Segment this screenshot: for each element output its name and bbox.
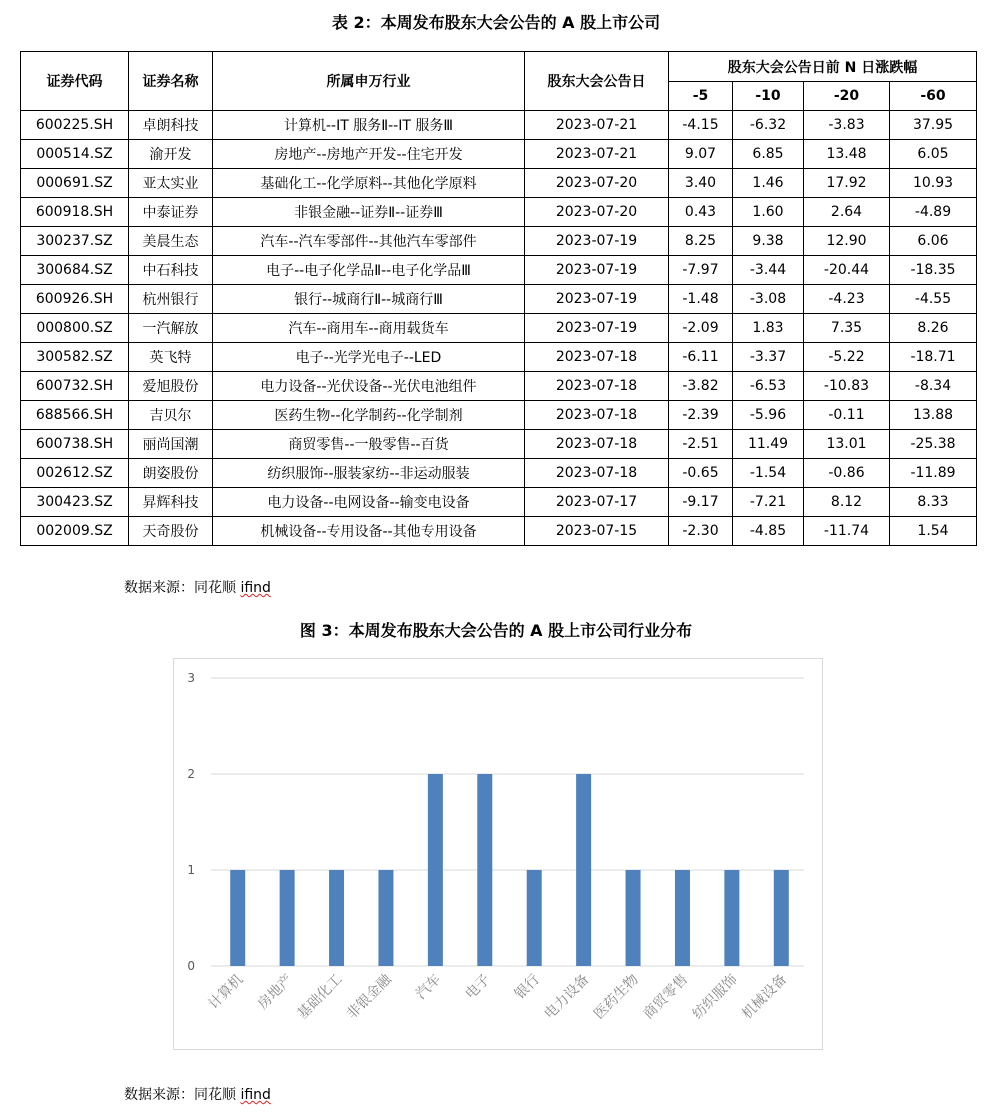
cell-c5: -2.51 — [669, 430, 733, 459]
cell-industry: 商贸零售--一般零售--百货 — [213, 430, 525, 459]
cell-c10: -5.96 — [733, 401, 804, 430]
cell-code: 300237.SZ — [21, 227, 129, 256]
cell-code: 300582.SZ — [21, 343, 129, 372]
cell-industry: 汽车--汽车零部件--其他汽车零部件 — [213, 227, 525, 256]
cell-c60: 1.54 — [890, 517, 977, 546]
cell-code: 600738.SH — [21, 430, 129, 459]
cell-c10: -3.08 — [733, 285, 804, 314]
cell-name: 渝开发 — [129, 140, 213, 169]
header-date: 股东大会公告日 — [525, 52, 669, 111]
cell-c5: -2.39 — [669, 401, 733, 430]
cell-code: 002009.SZ — [21, 517, 129, 546]
cell-c20: 17.92 — [804, 169, 890, 198]
cell-c10: -7.21 — [733, 488, 804, 517]
header-period-5: -5 — [669, 82, 733, 111]
bar — [329, 870, 344, 966]
cell-c60: -4.55 — [890, 285, 977, 314]
table-row — [21, 314, 977, 343]
cell-c10: -3.37 — [733, 343, 804, 372]
x-tick-label: 机械设备 — [739, 971, 791, 1023]
cell-code: 600926.SH — [21, 285, 129, 314]
cell-c10: -4.85 — [733, 517, 804, 546]
cell-c60: 8.33 — [890, 488, 977, 517]
cell-name: 中石科技 — [129, 256, 213, 285]
bar — [378, 870, 393, 966]
cell-c5: -6.11 — [669, 343, 733, 372]
header-industry: 所属申万行业 — [213, 52, 525, 111]
table-row — [21, 459, 977, 488]
cell-c60: 13.88 — [890, 401, 977, 430]
cell-industry: 纺织服饰--服装家纺--非运动服装 — [213, 459, 525, 488]
cell-date: 2023-07-20 — [525, 169, 669, 198]
y-tick-label: 0 — [187, 959, 195, 973]
table-row — [21, 198, 977, 227]
cell-name: 爱旭股份 — [129, 372, 213, 401]
cell-name: 丽尚国潮 — [129, 430, 213, 459]
bar — [626, 870, 641, 966]
cell-date: 2023-07-18 — [525, 430, 669, 459]
cell-c10: -6.53 — [733, 372, 804, 401]
bar — [230, 870, 245, 966]
bar — [428, 774, 443, 966]
cell-code: 300423.SZ — [21, 488, 129, 517]
x-tick-label: 纺织服饰 — [689, 971, 741, 1023]
table-body — [21, 111, 977, 546]
bar — [576, 774, 591, 966]
cell-date: 2023-07-18 — [525, 459, 669, 488]
cell-c20: -11.74 — [804, 517, 890, 546]
y-tick-label: 1 — [187, 863, 195, 877]
x-tick-label: 房地产 — [254, 971, 296, 1013]
cell-name: 昇辉科技 — [129, 488, 213, 517]
cell-date: 2023-07-18 — [525, 372, 669, 401]
cell-c20: -20.44 — [804, 256, 890, 285]
cell-c5: -0.65 — [669, 459, 733, 488]
data-source-note — [124, 1084, 271, 1104]
cell-c5: -7.97 — [669, 256, 733, 285]
table-row — [21, 256, 977, 285]
cell-c5: 8.25 — [669, 227, 733, 256]
cell-c60: -8.34 — [890, 372, 977, 401]
cell-c20: 12.90 — [804, 227, 890, 256]
cell-date: 2023-07-15 — [525, 517, 669, 546]
table-row — [21, 517, 977, 546]
header-period-10: -10 — [733, 82, 804, 111]
y-tick-label: 3 — [187, 671, 195, 685]
cell-name: 英飞特 — [129, 343, 213, 372]
cell-industry: 非银金融--证券Ⅱ--证券Ⅲ — [213, 198, 525, 227]
cell-name: 一汽解放 — [129, 314, 213, 343]
bar — [527, 870, 542, 966]
data-source-tool: ifind — [240, 1087, 271, 1103]
cell-name: 天奇股份 — [129, 517, 213, 546]
cell-date: 2023-07-19 — [525, 227, 669, 256]
x-tick-label: 汽车 — [413, 971, 445, 1003]
cell-code: 000514.SZ — [21, 140, 129, 169]
cell-c5: -2.09 — [669, 314, 733, 343]
y-tick-label: 2 — [187, 767, 195, 781]
cell-code: 000691.SZ — [21, 169, 129, 198]
chart-canvas — [174, 659, 822, 1049]
cell-c20: -0.86 — [804, 459, 890, 488]
shareholder-meeting-table — [20, 51, 977, 546]
cell-code: 600225.SH — [21, 111, 129, 140]
bar — [477, 774, 492, 966]
cell-date: 2023-07-19 — [525, 314, 669, 343]
cell-c10: 9.38 — [733, 227, 804, 256]
cell-industry: 电子--光学光电子--LED — [213, 343, 525, 372]
table-row — [21, 285, 977, 314]
bar — [774, 870, 789, 966]
cell-date: 2023-07-21 — [525, 140, 669, 169]
cell-name: 美晨生态 — [129, 227, 213, 256]
cell-industry: 基础化工--化学原料--其他化学原料 — [213, 169, 525, 198]
header-code: 证券代码 — [21, 52, 129, 111]
cell-c5: -4.15 — [669, 111, 733, 140]
x-tick-label: 医药生物 — [590, 971, 642, 1023]
cell-date: 2023-07-20 — [525, 198, 669, 227]
cell-date: 2023-07-21 — [525, 111, 669, 140]
table-row — [21, 111, 977, 140]
cell-c10: 1.83 — [733, 314, 804, 343]
cell-c60: -18.35 — [890, 256, 977, 285]
cell-industry: 电子--电子化学品Ⅱ--电子化学品Ⅲ — [213, 256, 525, 285]
x-tick-label: 非银金融 — [343, 971, 395, 1023]
cell-c10: 11.49 — [733, 430, 804, 459]
cell-c5: -2.30 — [669, 517, 733, 546]
cell-c20: -10.83 — [804, 372, 890, 401]
data-source-prefix: 数据来源：同花顺 — [124, 580, 241, 596]
table-title: 表 2：本周发布股东大会公告的 A 股上市公司 — [331, 13, 661, 32]
cell-industry: 银行--城商行Ⅱ--城商行Ⅲ — [213, 285, 525, 314]
cell-date: 2023-07-17 — [525, 488, 669, 517]
cell-c60: 10.93 — [890, 169, 977, 198]
cell-industry: 汽车--商用车--商用载货车 — [213, 314, 525, 343]
cell-industry: 电力设备--光伏设备--光伏电池组件 — [213, 372, 525, 401]
cell-code: 600918.SH — [21, 198, 129, 227]
cell-date: 2023-07-19 — [525, 285, 669, 314]
table-row — [21, 401, 977, 430]
cell-c20: 2.64 — [804, 198, 890, 227]
data-source-prefix: 数据来源：同花顺 — [124, 1087, 241, 1103]
cell-date: 2023-07-18 — [525, 401, 669, 430]
header-period-20: -20 — [804, 82, 890, 111]
chart-title: 图 3：本周发布股东大会公告的 A 股上市公司行业分布 — [299, 621, 693, 640]
cell-c5: 0.43 — [669, 198, 733, 227]
cell-code: 688566.SH — [21, 401, 129, 430]
cell-c20: -5.22 — [804, 343, 890, 372]
cell-industry: 计算机--IT 服务Ⅱ--IT 服务Ⅲ — [213, 111, 525, 140]
cell-c10: -3.44 — [733, 256, 804, 285]
cell-c10: -6.32 — [733, 111, 804, 140]
cell-c5: 3.40 — [669, 169, 733, 198]
cell-c5: -9.17 — [669, 488, 733, 517]
cell-name: 吉贝尔 — [129, 401, 213, 430]
cell-industry: 房地产--房地产开发--住宅开发 — [213, 140, 525, 169]
data-source-note — [124, 577, 271, 597]
header-period-60: -60 — [890, 82, 977, 111]
table-row — [21, 169, 977, 198]
x-tick-label: 基础化工 — [294, 971, 346, 1023]
x-tick-label: 计算机 — [205, 971, 247, 1013]
cell-c10: 1.46 — [733, 169, 804, 198]
cell-c60: 37.95 — [890, 111, 977, 140]
cell-c20: -3.83 — [804, 111, 890, 140]
cell-code: 300684.SZ — [21, 256, 129, 285]
cell-c5: -1.48 — [669, 285, 733, 314]
cell-c5: 9.07 — [669, 140, 733, 169]
cell-industry: 电力设备--电网设备--输变电设备 — [213, 488, 525, 517]
cell-c10: 6.85 — [733, 140, 804, 169]
cell-c60: 6.05 — [890, 140, 977, 169]
table-row — [21, 488, 977, 517]
table-row — [21, 372, 977, 401]
cell-c60: 8.26 — [890, 314, 977, 343]
cell-c20: -0.11 — [804, 401, 890, 430]
x-tick-label: 电力设备 — [541, 971, 593, 1023]
x-tick-label: 银行 — [511, 971, 544, 1003]
table-row — [21, 430, 977, 459]
cell-c20: 13.48 — [804, 140, 890, 169]
cell-c10: -1.54 — [733, 459, 804, 488]
table-row — [21, 343, 977, 372]
cell-c60: 6.06 — [890, 227, 977, 256]
cell-name: 朗姿股份 — [129, 459, 213, 488]
cell-code: 600732.SH — [21, 372, 129, 401]
cell-industry: 机械设备--专用设备--其他专用设备 — [213, 517, 525, 546]
cell-code: 000800.SZ — [21, 314, 129, 343]
cell-c60: -18.71 — [890, 343, 977, 372]
header-name: 证券名称 — [129, 52, 213, 111]
cell-c10: 1.60 — [733, 198, 804, 227]
header-change-group: 股东大会公告日前 N 日涨跌幅 — [669, 52, 977, 82]
industry-bar-chart — [173, 658, 823, 1050]
cell-date: 2023-07-18 — [525, 343, 669, 372]
cell-c60: -11.89 — [890, 459, 977, 488]
cell-name: 杭州银行 — [129, 285, 213, 314]
cell-c20: 7.35 — [804, 314, 890, 343]
cell-code: 002612.SZ — [21, 459, 129, 488]
cell-c20: -4.23 — [804, 285, 890, 314]
bar — [724, 870, 739, 966]
table-row — [21, 227, 977, 256]
cell-c5: -3.82 — [669, 372, 733, 401]
bar — [280, 870, 295, 966]
x-tick-label: 商贸零售 — [640, 971, 692, 1023]
cell-name: 中泰证券 — [129, 198, 213, 227]
data-source-tool: ifind — [240, 580, 271, 596]
cell-c60: -25.38 — [890, 430, 977, 459]
bar — [675, 870, 690, 966]
x-tick-label: 电子 — [462, 971, 494, 1003]
cell-c20: 13.01 — [804, 430, 890, 459]
cell-c60: -4.89 — [890, 198, 977, 227]
cell-c20: 8.12 — [804, 488, 890, 517]
cell-name: 亚太实业 — [129, 169, 213, 198]
table-row — [21, 140, 977, 169]
cell-industry: 医药生物--化学制药--化学制剂 — [213, 401, 525, 430]
cell-name: 卓朗科技 — [129, 111, 213, 140]
cell-date: 2023-07-19 — [525, 256, 669, 285]
